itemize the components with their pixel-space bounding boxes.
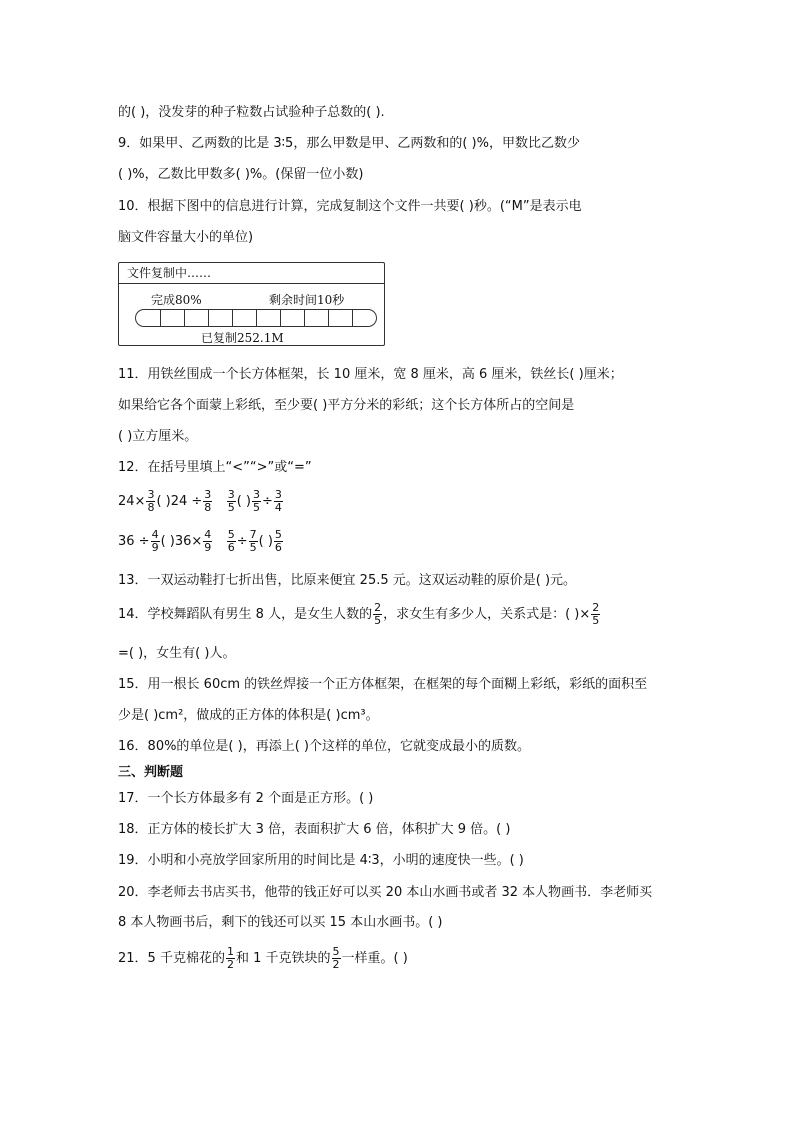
fraction (226, 946, 235, 971)
frac-den: 8 (204, 501, 212, 514)
frac-num: 7 (249, 528, 257, 541)
frac-num: 3 (147, 488, 155, 501)
fraction (203, 529, 212, 554)
q14-a: 14．学校舞蹈队有男生 8 人，是女生人数的 (118, 607, 373, 622)
frac-num: 5 (332, 945, 340, 958)
q14-line2: =( )，女生有( )人。 (118, 646, 236, 661)
fraction (373, 602, 382, 627)
file-copy-dialog (118, 262, 385, 346)
progress-segment-divider (160, 310, 161, 326)
frac-num: 5 (227, 528, 235, 541)
frac-num: 2 (592, 601, 600, 614)
progress-segment-divider (184, 310, 185, 326)
frac-num: 4 (151, 528, 159, 541)
q15-line2: 少是( )cm²，做成的正方体的体积是( )cm³。 (118, 708, 379, 723)
frac-den: 6 (227, 541, 235, 554)
fraction (274, 529, 283, 554)
fraction (591, 602, 600, 627)
frac-num: 3 (227, 488, 235, 501)
frac-den: 5 (592, 614, 600, 627)
progress-segment-divider (208, 310, 209, 326)
section-heading: 三、判断题 (118, 765, 184, 780)
frac-num: 3 (252, 488, 260, 501)
copy-dialog-title: 文件复制中…… (119, 263, 384, 284)
q12-r1-op: ÷ (261, 494, 273, 509)
q12-title: 12．在括号里填上“<”“>”或“=” (118, 460, 312, 475)
copy-remaining-label: 剩余时间10秒 (269, 293, 345, 307)
q8-tail: 的( )，没发芽的种子粒数占试验种子总数的( ). (118, 105, 385, 120)
progress-segment-divider (280, 310, 281, 326)
q15-line1: 15．用一根长 60cm 的铁丝焊接一个正方体框架，在框架的每个面糊上彩纸，彩纸的面积至 (118, 677, 648, 692)
q14-line1 (118, 600, 601, 630)
frac-num: 3 (204, 488, 212, 501)
q14-b: ，求女生有多少人，关系式是：( )× (383, 607, 591, 622)
fraction (274, 489, 283, 514)
fraction (203, 489, 212, 514)
q12-r2-b: ( )36× (160, 534, 203, 549)
q13: 13．一双运动鞋打七折出售，比原来便宜 25.5 元。这双运动鞋的原价是( )元。 (118, 573, 577, 588)
fraction (252, 489, 261, 514)
q11-line2: 如果给它各个面蒙上彩纸，至少要( )平方分米的彩纸；这个长方体所占的空间是 (118, 398, 575, 413)
q20-line2: 8 本人物画书后，剩下的钱还可以买 15 本山水画书。( ) (118, 915, 443, 930)
q16: 16．80%的单位是( )，再添上( )个这样的单位，它就变成最小的质数。 (118, 739, 530, 754)
progress-segment-divider (352, 310, 353, 326)
frac-den: 2 (332, 958, 340, 971)
progress-segment-divider (304, 310, 305, 326)
frac-num: 5 (274, 528, 282, 541)
frac-den: 5 (252, 501, 260, 514)
q12-r2-a: 36 ÷ (118, 534, 150, 549)
q20-line1: 20．李老师去书店买书，他带的钱正好可以买 20 本山水画书或者 32 本人物画书．李老师买 (118, 885, 653, 900)
frac-den: 9 (151, 541, 159, 554)
fraction (249, 529, 258, 554)
q12-r2-op: ÷ (236, 534, 248, 549)
fraction (146, 489, 155, 514)
copy-progress-bar (135, 309, 377, 327)
progress-segment-divider (328, 310, 329, 326)
fraction (227, 489, 236, 514)
q21-c: 一样重。( ) (341, 951, 408, 966)
q12-row2 (118, 527, 284, 557)
q21-a: 21．5 千克棉花的 (118, 951, 225, 966)
q18: 18．正方体的棱长扩大 3 倍，表面积扩大 6 倍，体积扩大 9 倍。( ) (118, 822, 511, 837)
frac-num: 3 (274, 488, 282, 501)
progress-segment-divider (232, 310, 233, 326)
frac-den: 5 (249, 541, 257, 554)
frac-den: 6 (274, 541, 282, 554)
q11-line3: ( )立方厘米。 (118, 429, 198, 444)
q10-line2: 脑文件容量大小的单位) (118, 230, 254, 245)
copy-done-label: 完成80% (151, 293, 202, 307)
q10-line1: 10．根据下图中的信息进行计算，完成复制这个文件一共要( )秒。(“M”是表示电 (118, 199, 582, 214)
copied-size-label: 已复制252.1M (201, 331, 284, 345)
q12-r2-c: ( ) (258, 534, 273, 549)
q21 (118, 944, 408, 974)
frac-num: 2 (374, 601, 382, 614)
frac-den: 4 (274, 501, 282, 514)
progress-segment-divider (256, 310, 257, 326)
fraction (151, 529, 160, 554)
fraction (227, 529, 236, 554)
q9-line2: ( )%，乙数比甲数多( )%。(保留一位小数) (118, 167, 364, 182)
q21-b: 和 1 千克铁块的 (235, 951, 331, 966)
frac-den: 2 (226, 958, 234, 971)
q19: 19．小明和小亮放学回家所用的时间比是 4∶3，小明的速度快一些。( ) (118, 853, 524, 868)
q9-line1: 9．如果甲、乙两数的比是 3∶5，那么甲数是甲、乙两数和的( )%，甲数比乙数少 (118, 136, 580, 151)
q12-r1-a: 24× (118, 494, 146, 509)
frac-den: 8 (147, 501, 155, 514)
frac-den: 5 (227, 501, 235, 514)
frac-den: 5 (374, 614, 382, 627)
q12-r1-b: ( )24 ÷ (156, 494, 203, 509)
q11-line1: 11．用铁丝围成一个长方体框架，长 10 厘米，宽 8 厘米，高 6 厘米，铁丝长( )厘米； (118, 367, 623, 382)
fraction (332, 946, 341, 971)
frac-num: 4 (204, 528, 212, 541)
frac-num: 1 (226, 945, 234, 958)
q12-r1-c: ( ) (236, 494, 251, 509)
q17: 17．一个长方体最多有 2 个面是正方形。( ) (118, 791, 374, 806)
q12-row1 (118, 487, 284, 517)
frac-den: 9 (204, 541, 212, 554)
